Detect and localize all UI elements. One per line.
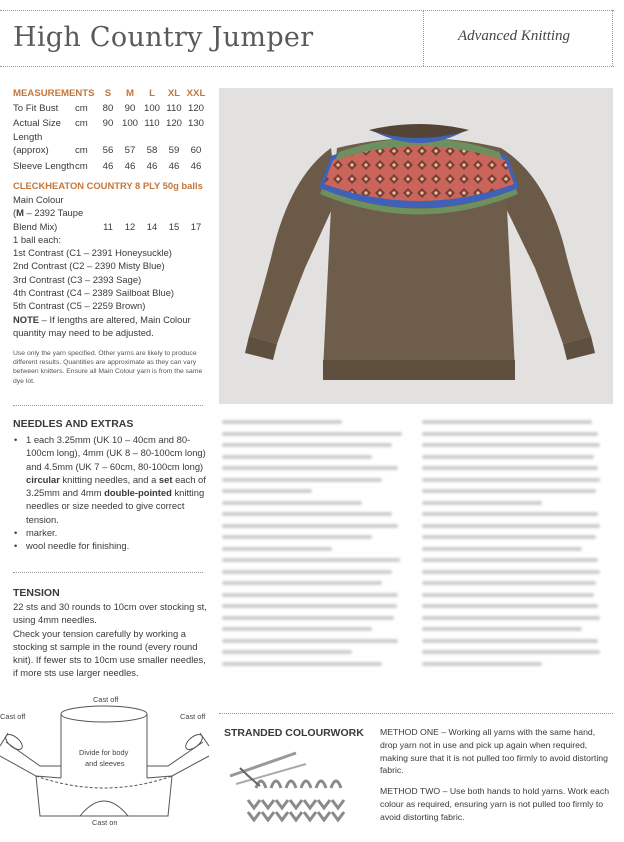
cell: 57	[124, 145, 136, 156]
cell: 100	[143, 103, 160, 114]
diagram-label: Divide for body	[79, 748, 129, 757]
cell: 120	[165, 118, 182, 129]
diagram-label: and sleeves	[85, 759, 125, 768]
cell: 46	[124, 161, 136, 172]
size-header: XXL	[186, 88, 206, 99]
row-label: Length (approx)	[13, 132, 49, 156]
cell: 110	[166, 103, 182, 114]
section-rule	[13, 572, 203, 573]
cell: 12	[124, 220, 136, 232]
main-colour-line: (M – 2392 Taupe	[13, 207, 84, 219]
contrast-item: 1st Contrast (C1 – 2391 Honeysuckle)	[13, 247, 172, 259]
table-row	[13, 101, 207, 116]
cell: 56	[102, 145, 114, 156]
note-label: NOTE	[13, 313, 40, 325]
row-label: Actual Size	[13, 118, 61, 129]
header-divider	[423, 10, 424, 66]
list-item: • wool needle for finishing.	[13, 539, 213, 552]
cell: 14	[146, 220, 158, 232]
main-colour-code: – 2392 Taupe	[23, 207, 84, 219]
blurred-instructions-col1	[222, 420, 408, 673]
cell: 130	[187, 118, 204, 129]
jumper-illustration	[219, 88, 613, 404]
tension-text	[13, 600, 213, 680]
row-unit: cm	[75, 161, 88, 172]
size-header: L	[149, 88, 155, 99]
cell: 11	[103, 220, 113, 232]
table-row	[13, 159, 207, 174]
tension-p2: Check your tension carefully by working a stocking st sample in the round (every round knit). If fewer sts to 10cm use smaller needles, if more sts use larger needles.	[13, 627, 206, 679]
table-row	[13, 116, 207, 131]
difficulty-label: Advanced Knitting	[458, 28, 571, 44]
diagram-label: Cast off	[93, 695, 119, 704]
cell: 80	[102, 103, 114, 114]
one-ball-label: 1 ball each:	[13, 233, 61, 245]
cell: 46	[102, 161, 114, 172]
list-item: • marker.	[13, 526, 213, 539]
method-one-text: METHOD ONE – Working all yarns with the same hand, drop yarn not in use and pick up again when required, making sure that it is not pulled too firmly to avoid distorting fabric.	[380, 727, 608, 776]
row-label: Sleeve Length	[13, 161, 75, 172]
list-item: • 1 each 3.25mm (UK 10 – 40cm and 80-100cm long), 4mm (UK 8 – 80-100cm long) and 4.5mm (UK 7 – 60cm, 80-100cm long) circular knitting needles, and a set each of 3.25mm and 4mm double-pointed knitting needles or size needed to give correct tension.	[13, 433, 213, 526]
cell: 46	[146, 161, 158, 172]
measurements-table	[13, 86, 207, 174]
cell: 90	[102, 118, 114, 129]
note-text: – If lengths are altered, Main Colour quantity may need to be adjusted.	[13, 313, 191, 338]
cell: 120	[187, 103, 204, 114]
tension-heading: TENSION	[13, 587, 60, 599]
size-header: XL	[167, 88, 181, 99]
main-colour-row	[13, 220, 213, 233]
method-two-text: METHOD TWO – Use both hands to hold yarns. Work each colour as required, ensuring yarn is not pulled too firmly to avoid distorting fabric.	[380, 786, 610, 822]
cell: 59	[168, 145, 180, 156]
size-header: M	[126, 88, 134, 99]
colourwork-illustration	[226, 748, 361, 828]
yarn-heading: CLECKHEATON COUNTRY 8 PLY 50g balls	[13, 180, 203, 191]
cell: 17	[190, 220, 202, 232]
jumper-photo	[219, 88, 613, 404]
contrast-item: 2nd Contrast (C2 – 2390 Misty Blue)	[13, 260, 165, 272]
yarn-small-print: Use only the yarn specified. Other yarns are likely to produce different results. Quantities are approximate as they can vary between knitters. Ensure all Main Colour yarn is from the same dye lot.	[13, 350, 203, 385]
blurred-instructions-col2	[422, 420, 608, 673]
colourwork-heading: STRANDED COLOURWORK	[224, 727, 364, 739]
page-title: High Country Jumper	[13, 22, 314, 53]
row-unit: cm	[75, 145, 88, 156]
section-rule	[13, 405, 203, 406]
cell: 90	[124, 103, 136, 114]
cell: 15	[168, 220, 180, 232]
yarn-note	[13, 313, 213, 340]
cell: 100	[121, 118, 138, 129]
contrast-item: 3rd Contrast (C3 – 2393 Sage)	[13, 273, 142, 285]
contrast-item: 4th Contrast (C4 – 2389 Sailboat Blue)	[13, 287, 175, 299]
header-bottom-rule	[0, 66, 614, 67]
diagram-label: Cast off	[180, 712, 206, 721]
tension-p1: 22 sts and 30 rounds to 10cm over stocking st, using 4mm needles.	[13, 601, 207, 626]
top-rule	[0, 10, 614, 11]
cell: 60	[190, 145, 202, 156]
cell: 46	[168, 161, 180, 172]
main-colour-block	[13, 193, 213, 339]
size-header: S	[104, 88, 112, 99]
measurements-heading: MEASUREMENTS	[13, 88, 95, 99]
cell: 46	[190, 161, 202, 172]
needles-heading: NEEDLES AND EXTRAS	[13, 418, 134, 430]
row-unit: cm	[75, 118, 88, 129]
row-label: To Fit Bust	[13, 103, 59, 114]
row-unit: cm	[75, 103, 88, 114]
needles-list	[13, 433, 213, 553]
diagram-label: Cast on	[92, 818, 118, 827]
main-colour-line: Blend Mix)	[13, 220, 58, 232]
section-rule	[219, 713, 613, 714]
main-colour-line: Main Colour	[13, 194, 64, 205]
diagram-label: Cast off	[0, 712, 26, 721]
table-row	[13, 131, 207, 159]
header-right-rule	[612, 10, 613, 66]
cell: 58	[146, 145, 158, 156]
contrast-item: 5th Contrast (C5 – 2259 Brown)	[13, 300, 146, 312]
cell: 110	[144, 118, 160, 129]
